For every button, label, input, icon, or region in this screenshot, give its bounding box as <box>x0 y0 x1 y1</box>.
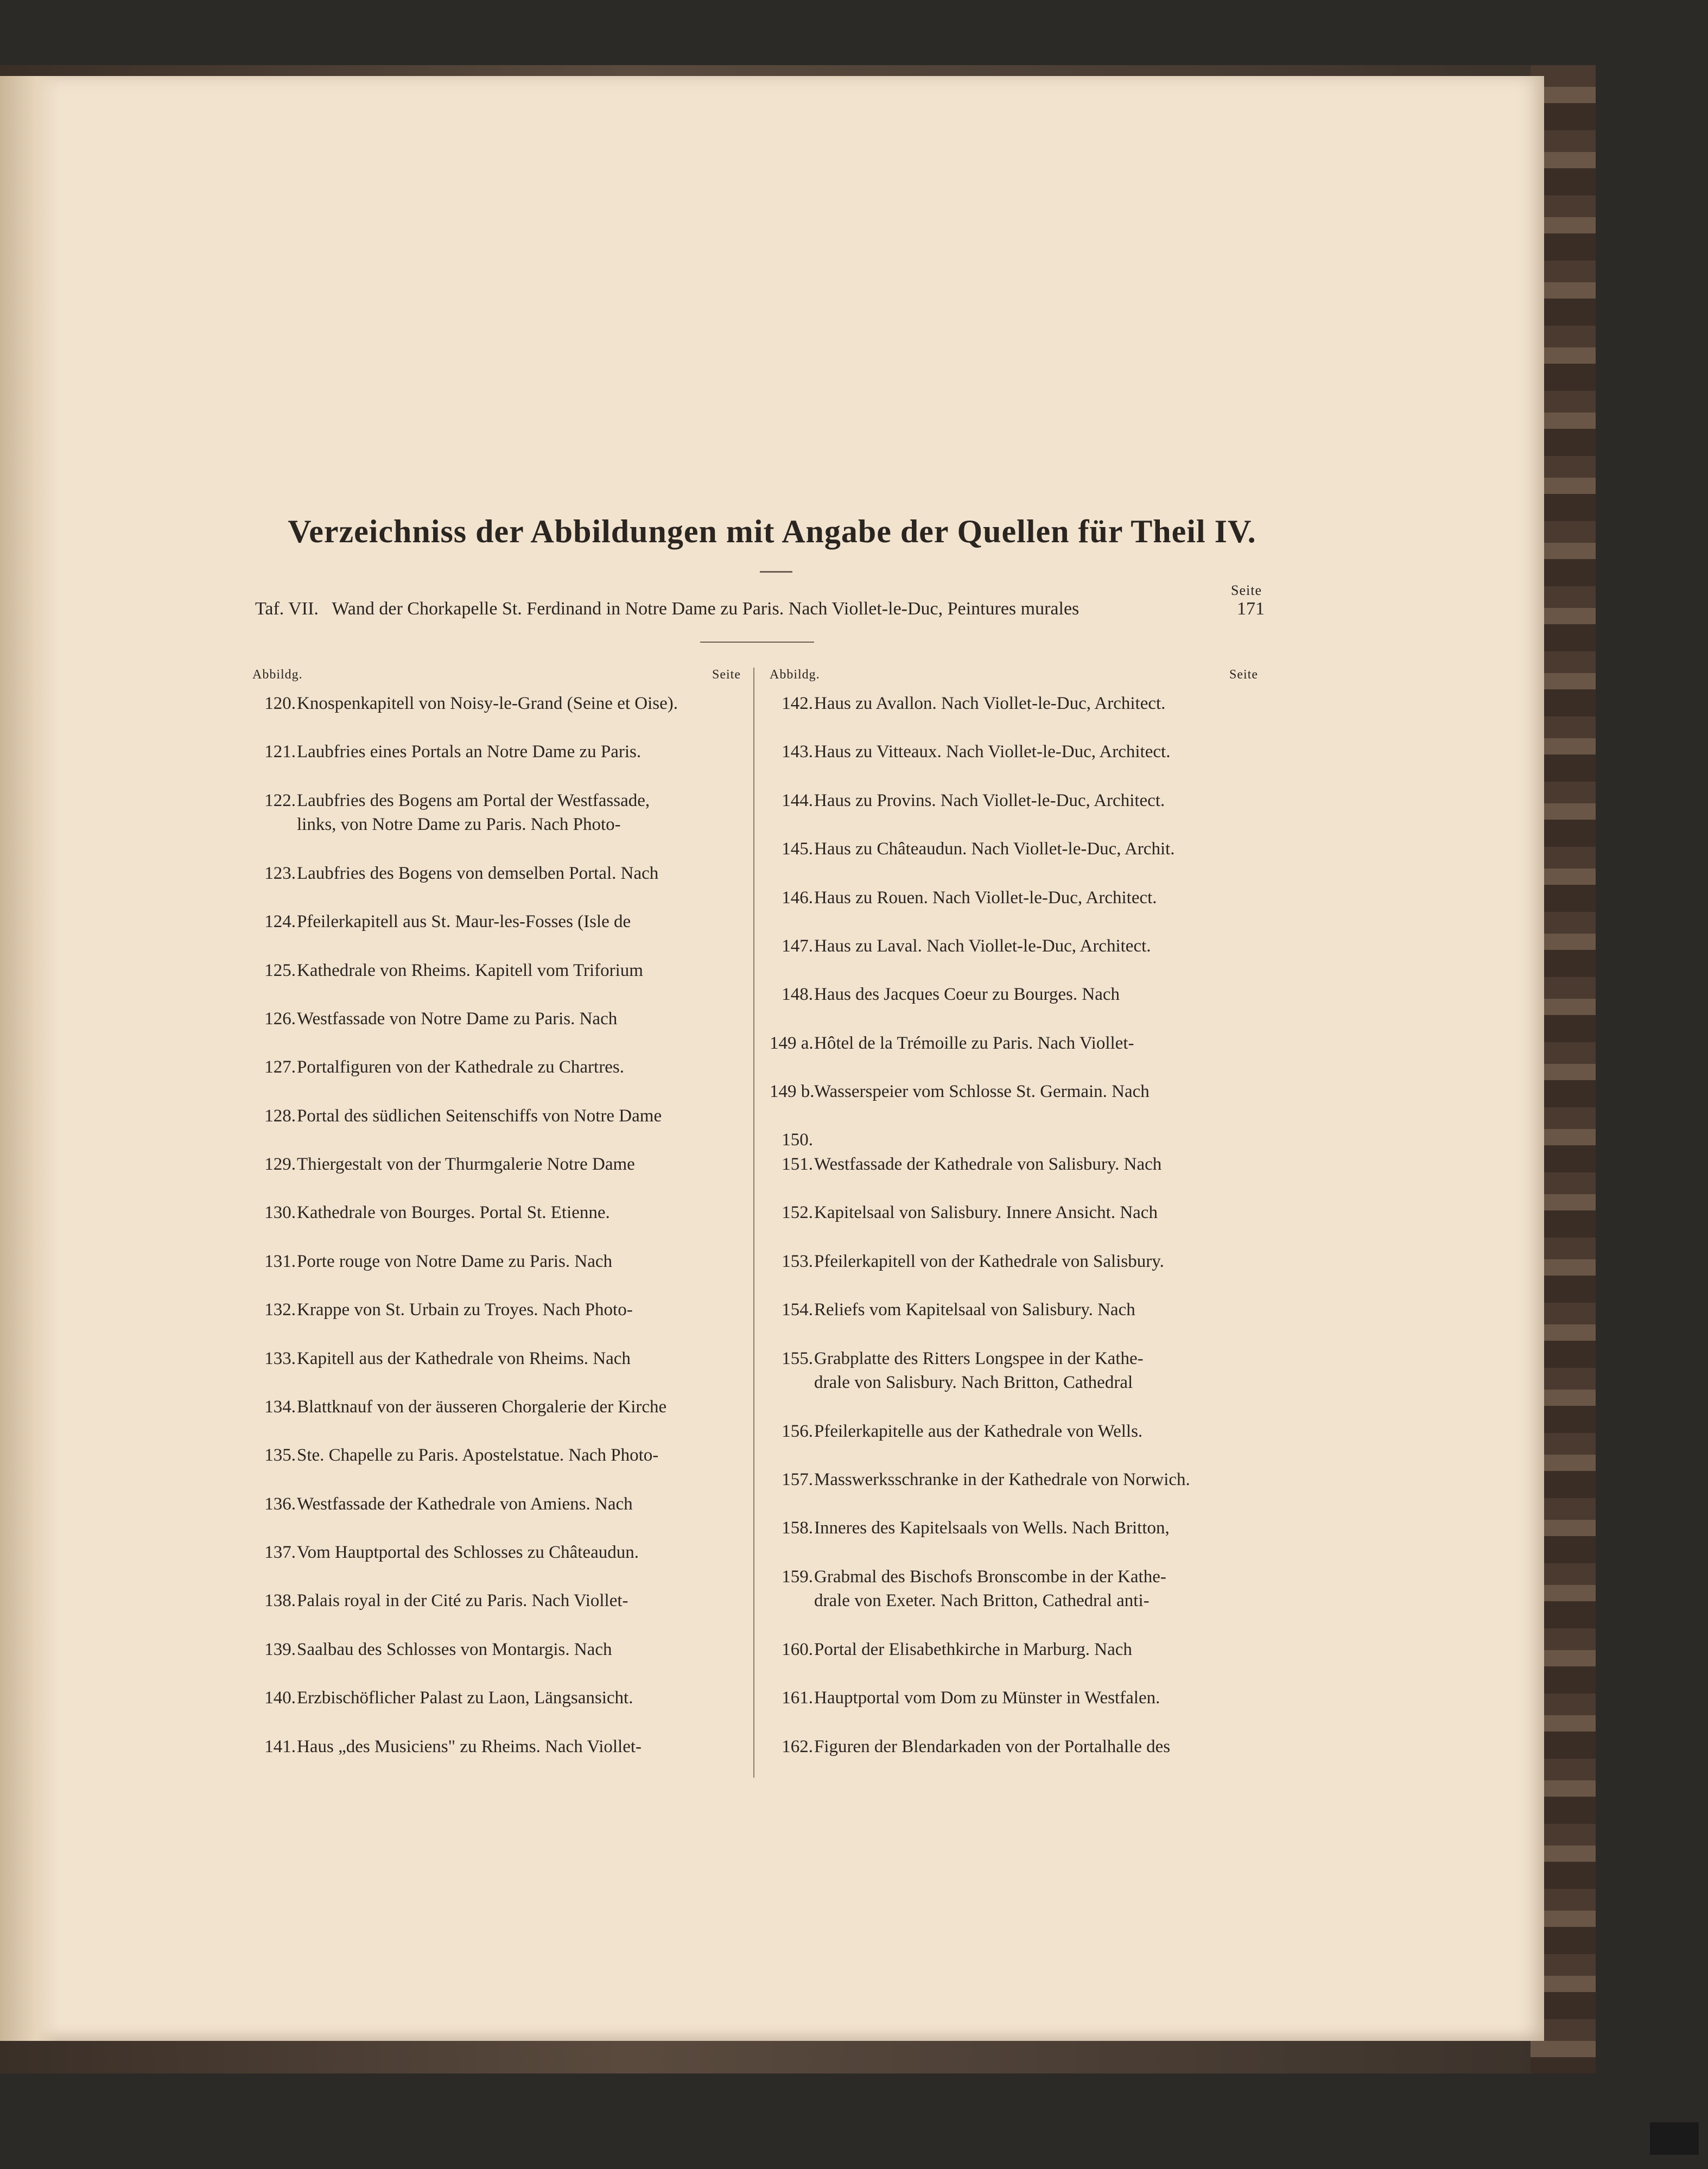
tafel-page: 171 <box>1237 599 1265 619</box>
column-header-abbildg: Abbildg. <box>770 668 820 682</box>
figure-entry <box>770 1031 1258 1080</box>
entry-line <box>252 1201 741 1225</box>
entry-line <box>770 716 1258 740</box>
figure-entry <box>770 1080 1258 1128</box>
entry-line <box>252 692 741 716</box>
entry-text: Westfassade von Notre Dame zu Paris. Nach <box>297 1009 618 1029</box>
figure-entry <box>770 1735 1258 1783</box>
entry-text: Laubfries des Bogens von demselben Portal. Nach <box>297 863 659 883</box>
tafel-entry <box>255 599 1265 619</box>
entry-line <box>252 1565 741 1589</box>
figure-number: 159. <box>782 1566 813 1587</box>
figure-entry <box>252 1735 741 1783</box>
entry-line <box>252 1710 741 1735</box>
entry-line <box>252 716 741 740</box>
corner-mark <box>1650 2122 1699 2155</box>
figure-entry <box>252 1347 741 1395</box>
entry-line <box>252 982 741 1007</box>
figure-number: 148. <box>782 985 813 1005</box>
entry-text: Saalbau des Schlosses von Montargis. Nach <box>297 1639 612 1659</box>
entry-line <box>252 1055 741 1080</box>
entry-text: Haus zu Châteaudun. Nach Viollet-le-Duc, Archit. <box>814 839 1175 859</box>
tafel-label: Taf. VII. <box>255 599 319 619</box>
figure-number: 160. <box>782 1639 813 1659</box>
entry-line <box>252 959 741 983</box>
figure-entry <box>252 1589 741 1637</box>
figure-number: 128. <box>264 1106 296 1126</box>
entry-text: Masswerksschranke in der Kathedrale von Norwich. <box>814 1470 1190 1489</box>
figure-number: 139. <box>264 1639 296 1659</box>
entry-text: Knospenkapitell von Noisy-le-Grand (Seine et Oise). <box>297 694 678 713</box>
column-header-right <box>770 668 1258 692</box>
entry-line <box>252 764 741 789</box>
figure-entry <box>770 982 1258 1031</box>
entry-line <box>770 1007 1258 1031</box>
entry-line <box>770 1565 1258 1589</box>
entry-line <box>252 1686 741 1710</box>
figure-number: 161. <box>782 1688 813 1708</box>
entry-line <box>770 1759 1258 1783</box>
entry-line <box>770 1492 1258 1517</box>
figure-entry <box>252 1298 741 1346</box>
entry-line <box>770 1225 1258 1250</box>
figure-entry <box>252 1007 741 1055</box>
entry-line <box>770 1613 1258 1638</box>
entry-text: links, von Notre Dame zu Paris. Nach Photo- <box>297 815 621 835</box>
entry-text: Haus zu Laval. Nach Viollet-le-Duc, Architect. <box>814 936 1151 956</box>
entry-line <box>770 861 1258 886</box>
figure-entry <box>770 740 1258 788</box>
figure-entry <box>770 692 1258 740</box>
entry-line <box>770 1468 1258 1492</box>
entry-line <box>252 1104 741 1128</box>
entry-line <box>770 1031 1258 1056</box>
entry-text: Inneres des Kapitelsaals von Wells. Nach Britton, <box>814 1518 1170 1538</box>
entry-line <box>252 934 741 959</box>
figure-number: 142. <box>782 694 813 713</box>
entry-line <box>770 1152 1258 1177</box>
entry-text: Portalfiguren von der Kathedrale zu Chartres. <box>297 1057 624 1077</box>
entry-line <box>252 1322 741 1347</box>
figure-entry <box>770 1152 1258 1201</box>
entry-text: Kapitelsaal von Salisbury. Innere Ansicht. Nach <box>814 1203 1158 1223</box>
entry-line <box>770 1710 1258 1735</box>
figure-entry <box>252 861 741 910</box>
figure-number: 126. <box>264 1009 296 1029</box>
entry-text: Laubfries des Bogens am Portal der Westfassade, <box>297 790 650 810</box>
entry-line <box>252 1274 741 1298</box>
entry-line <box>770 1540 1258 1565</box>
entry-line <box>252 837 741 861</box>
section-rule <box>700 642 814 643</box>
figure-entry <box>252 789 741 861</box>
entry-line <box>770 910 1258 934</box>
figure-entry <box>252 1250 741 1298</box>
entry-text: Westfassade der Kathedrale von Amiens. Nach <box>297 1494 633 1514</box>
entry-text: Palais royal in der Cité zu Paris. Nach Viollet- <box>297 1591 628 1611</box>
entry-line <box>252 886 741 910</box>
entry-line <box>770 1201 1258 1225</box>
figure-entry <box>252 1395 741 1443</box>
figure-number: 150. <box>782 1130 813 1150</box>
figure-entry <box>252 1055 741 1103</box>
entry-line <box>770 1395 1258 1419</box>
figure-number: 155. <box>782 1348 813 1368</box>
figure-number: 136. <box>264 1494 296 1514</box>
entry-line <box>252 813 741 837</box>
entry-line <box>252 1298 741 1322</box>
entry-line <box>770 1128 1258 1152</box>
figure-number: 140. <box>264 1688 296 1708</box>
entry-text: Haus zu Provins. Nach Viollet-le-Duc, Architect. <box>814 790 1165 810</box>
entry-line <box>770 886 1258 910</box>
entry-text: Haus des Jacques Coeur zu Bourges. Nach <box>814 985 1120 1005</box>
entry-line <box>770 1371 1258 1395</box>
column-header-seite: Seite <box>1229 668 1258 682</box>
entry-line <box>252 1128 741 1152</box>
entry-text: Laubfries eines Portals an Notre Dame zu Paris. <box>297 742 642 762</box>
figure-number: 162. <box>782 1736 813 1756</box>
figure-number: 144. <box>782 790 813 810</box>
figure-number: 147. <box>782 936 813 956</box>
column-header-left <box>252 668 741 692</box>
entry-line <box>770 813 1258 837</box>
entry-line <box>770 982 1258 1007</box>
entry-text: Porte rouge von Notre Dame zu Paris. Nach <box>297 1251 612 1271</box>
figure-number: 122. <box>264 790 296 810</box>
entry-line <box>252 1225 741 1250</box>
seite-label: Seite <box>1231 582 1262 598</box>
figure-number: 124. <box>264 912 296 932</box>
figure-number: 157. <box>782 1470 813 1489</box>
entry-line <box>770 1104 1258 1128</box>
entry-line <box>252 861 741 886</box>
figure-number: 130. <box>264 1203 296 1223</box>
figure-entry <box>252 910 741 958</box>
figure-entry <box>770 789 1258 837</box>
figure-entry <box>252 1201 741 1249</box>
entry-text: Figuren der Blendarkaden von der Portalhalle des <box>814 1736 1171 1756</box>
figure-number: 123. <box>264 863 296 883</box>
entry-line <box>252 1250 741 1274</box>
entry-text: Kathedrale von Bourges. Portal St. Etienne. <box>297 1203 610 1223</box>
entry-line <box>252 1177 741 1201</box>
entry-text: Erzbischöflicher Palast zu Laon, Längsansicht. <box>297 1688 633 1708</box>
figure-entry <box>770 1347 1258 1419</box>
figure-number: 120. <box>264 694 296 713</box>
figure-number: 129. <box>264 1155 296 1175</box>
entry-line <box>252 1759 741 1783</box>
entry-line <box>770 1638 1258 1662</box>
figure-number: 151. <box>782 1155 813 1175</box>
entry-line <box>770 1662 1258 1686</box>
entry-line <box>770 1516 1258 1540</box>
entry-line <box>252 1152 741 1177</box>
figure-entry <box>770 1250 1258 1298</box>
entry-line <box>770 1080 1258 1104</box>
figure-number: 125. <box>264 960 296 980</box>
entry-line <box>770 1443 1258 1468</box>
figure-entry <box>770 837 1258 885</box>
entry-line <box>770 692 1258 716</box>
figure-number: 154. <box>782 1300 813 1320</box>
entry-text: Haus zu Rouen. Nach Viollet-le-Duc, Architect. <box>814 887 1157 908</box>
entry-line <box>252 740 741 764</box>
entry-line <box>770 1686 1258 1710</box>
entry-line <box>252 1468 741 1492</box>
entry-line <box>770 1589 1258 1613</box>
entry-text: Pfeilerkapitelle aus der Kathedrale von Wells. <box>814 1421 1143 1441</box>
entry-text: Westfassade der Kathedrale von Salisbury. Nach <box>814 1155 1162 1175</box>
figure-entry <box>252 1104 741 1152</box>
figure-entry <box>252 1686 741 1734</box>
entry-line <box>252 1589 741 1613</box>
entry-text: Wasserspeier vom Schlosse St. Germain. Nach <box>814 1082 1150 1101</box>
entry-line <box>770 837 1258 861</box>
figure-entry <box>770 934 1258 982</box>
entry-text: Vom Hauptportal des Schlosses zu Châteaudun. <box>297 1543 639 1563</box>
figure-number: 158. <box>782 1518 813 1538</box>
entry-line <box>770 1274 1258 1298</box>
entry-text: Haus zu Avallon. Nach Viollet-le-Duc, Architect. <box>814 694 1166 713</box>
entry-text: Pfeilerkapitell aus St. Maur-les-Fosses (Isle de <box>297 912 631 932</box>
figure-entry <box>770 1686 1258 1734</box>
figure-number: 121. <box>264 742 296 762</box>
entry-text: Krappe von St. Urbain zu Troyes. Nach Photo- <box>297 1300 633 1320</box>
figure-number: 152. <box>782 1203 813 1223</box>
entry-line <box>252 1613 741 1638</box>
figure-entry <box>770 1565 1258 1638</box>
entry-line <box>252 1492 741 1517</box>
figure-number: 153. <box>782 1251 813 1271</box>
entry-line <box>770 764 1258 789</box>
figure-entry <box>252 1492 741 1540</box>
entry-text: Portal des südlichen Seitenschiffs von Notre Dame <box>297 1106 662 1126</box>
title-rule <box>760 571 792 573</box>
entry-line <box>252 1540 741 1565</box>
figure-number: 156. <box>782 1421 813 1441</box>
figures-column-right <box>770 668 1258 1783</box>
entry-text: drale von Salisbury. Nach Britton, Cathedral <box>814 1373 1133 1393</box>
column-divider <box>753 668 754 1778</box>
tafel-text: Wand der Chorkapelle St. Ferdinand in Notre Dame zu Paris. Nach Viollet-le-Duc, Peintures murales <box>332 599 1080 619</box>
entry-text: Grabplatte des Ritters Longspee in der Kathe- <box>814 1348 1144 1368</box>
page-gutter <box>0 76 60 2041</box>
entry-line <box>252 1371 741 1395</box>
entry-line <box>252 1638 741 1662</box>
figure-number: 135. <box>264 1445 296 1466</box>
entry-line <box>770 959 1258 983</box>
entry-line <box>252 789 741 813</box>
entry-text: Reliefs vom Kapitelsaal von Salisbury. Nach <box>814 1300 1135 1320</box>
entry-text: Pfeilerkapitell von der Kathedrale von Salisbury. <box>814 1251 1164 1271</box>
entry-text: Haus „des Musiciens" zu Rheims. Nach Viollet- <box>297 1736 642 1756</box>
entry-line <box>252 1419 741 1444</box>
figure-list-right <box>770 692 1258 1783</box>
entry-text: Blattknauf von der äusseren Chorgalerie der Kirche <box>297 1397 667 1417</box>
entry-text: Kapitell aus der Kathedrale von Rheims. Nach <box>297 1348 631 1368</box>
figure-entry <box>770 1419 1258 1468</box>
figure-entry <box>770 886 1258 934</box>
figure-entry <box>770 1201 1258 1249</box>
column-header-seite: Seite <box>712 668 741 682</box>
figure-entry <box>770 1128 1258 1152</box>
figure-number: 149 a. <box>770 1033 814 1053</box>
figure-number: 149 b. <box>770 1082 815 1101</box>
entry-text: Hauptportal vom Dom zu Münster in Westfalen. <box>814 1688 1160 1708</box>
figure-number: 131. <box>264 1251 296 1271</box>
entry-line <box>770 789 1258 813</box>
figure-entry <box>252 740 741 788</box>
entry-line <box>770 1735 1258 1759</box>
figure-number: 137. <box>264 1543 296 1563</box>
entry-line <box>252 1080 741 1104</box>
entry-line <box>252 1662 741 1686</box>
figure-list-left <box>252 692 741 1783</box>
figure-entry <box>252 1540 741 1589</box>
entry-text: Ste. Chapelle zu Paris. Apostelstatue. Nach Photo- <box>297 1445 659 1466</box>
entry-line <box>770 1347 1258 1371</box>
entry-line <box>770 934 1258 959</box>
column-header-abbildg: Abbildg. <box>252 668 303 682</box>
entry-line <box>770 1322 1258 1347</box>
entry-text: Kathedrale von Rheims. Kapitell vom Triforium <box>297 960 643 980</box>
figure-entry <box>770 1468 1258 1516</box>
entry-line <box>252 1007 741 1031</box>
entry-line <box>252 1735 741 1759</box>
entry-line <box>770 1419 1258 1444</box>
entry-line <box>770 1177 1258 1201</box>
figure-number: 133. <box>264 1348 296 1368</box>
figure-entry <box>252 1443 741 1492</box>
entry-text: Haus zu Vitteaux. Nach Viollet-le-Duc, Architect. <box>814 742 1171 762</box>
figure-number: 145. <box>782 839 813 859</box>
figures-column-left <box>252 668 741 1783</box>
figure-number: 141. <box>264 1736 296 1756</box>
figure-entry <box>252 1152 741 1201</box>
entry-line <box>770 1055 1258 1080</box>
figure-entry <box>770 1298 1258 1346</box>
figure-entry <box>252 1638 741 1686</box>
entry-line <box>252 1395 741 1419</box>
entry-text: Hôtel de la Trémoille zu Paris. Nach Viollet- <box>814 1033 1134 1053</box>
figure-number: 143. <box>782 742 813 762</box>
entry-line <box>770 1250 1258 1274</box>
entry-text: Portal der Elisabethkirche in Marburg. Nach <box>814 1639 1132 1659</box>
entry-text: drale von Exeter. Nach Britton, Cathedral anti- <box>814 1591 1150 1611</box>
entry-line <box>252 910 741 934</box>
figure-entry <box>770 1516 1258 1564</box>
entry-line <box>252 1031 741 1056</box>
figure-entry <box>252 692 741 740</box>
figure-entry <box>770 1638 1258 1686</box>
entry-text: Thiergestalt von der Thurmgalerie Notre Dame <box>297 1155 635 1175</box>
figure-number: 127. <box>264 1057 296 1077</box>
page-title: Verzeichniss der Abbildungen mit Angabe der Quellen für Theil IV. <box>288 513 1256 549</box>
entry-line <box>252 1516 741 1540</box>
entry-line <box>252 1443 741 1468</box>
figure-number: 138. <box>264 1591 296 1611</box>
entry-text: Grabmal des Bischofs Bronscombe in der Kathe- <box>814 1566 1166 1587</box>
entry-line <box>770 740 1258 764</box>
figure-number: 132. <box>264 1300 296 1320</box>
figure-number: 146. <box>782 887 813 908</box>
figure-entry <box>252 959 741 1007</box>
figure-number: 134. <box>264 1397 296 1417</box>
entry-line <box>770 1298 1258 1322</box>
entry-line <box>252 1347 741 1371</box>
